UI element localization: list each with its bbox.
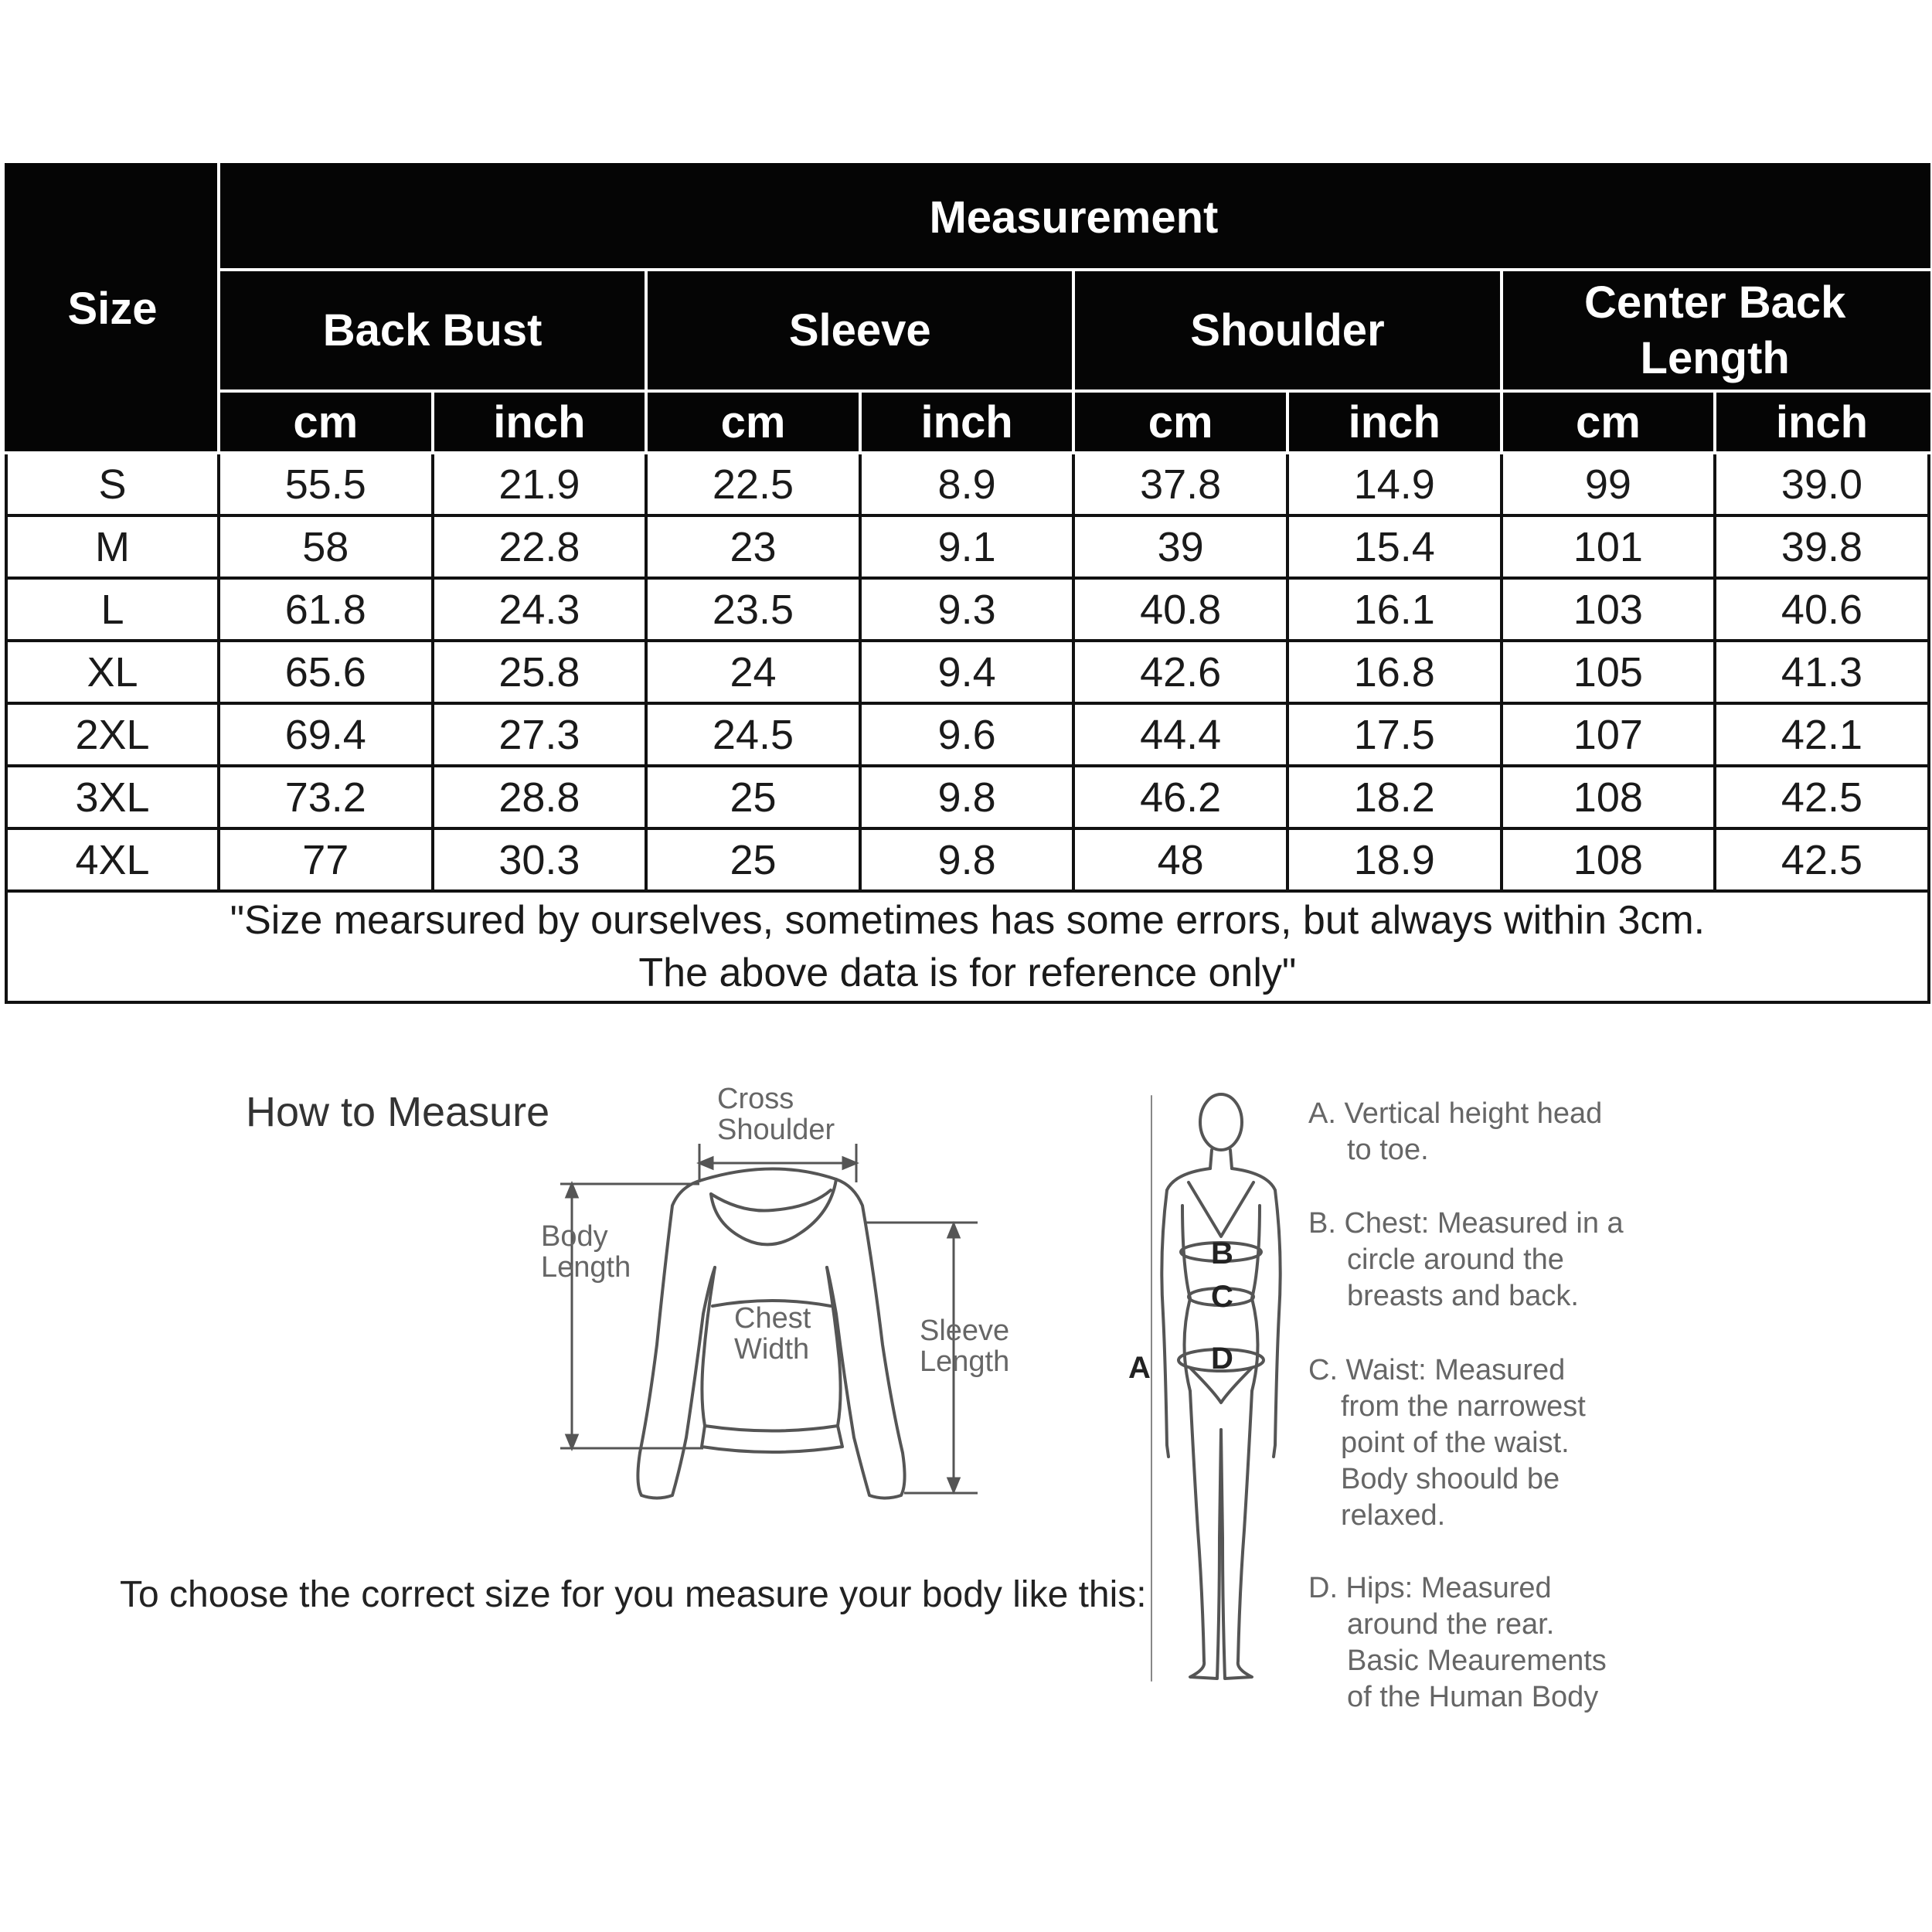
table-cell: 23 bbox=[646, 515, 860, 578]
disclaimer-line: The above data is for reference only" bbox=[638, 951, 1297, 995]
table-cell: 40.8 bbox=[1073, 578, 1287, 641]
measure-note-hips: D. Hips: Measured around the rear. Basic Meaurements of the Human Body bbox=[1308, 1572, 1607, 1713]
size-cell: 4XL bbox=[6, 828, 219, 891]
table-cell: 15.4 bbox=[1287, 515, 1502, 578]
table-cell: 48 bbox=[1073, 828, 1287, 891]
table-cell: 41.3 bbox=[1715, 641, 1929, 703]
table-cell: 25 bbox=[646, 828, 860, 891]
table-cell: 24 bbox=[646, 641, 860, 703]
measure-note-waist: C. Waist: Measured from the narrowest point of the waist. Body shoould be relaxed. bbox=[1308, 1354, 1586, 1532]
table-cell: 21.9 bbox=[433, 453, 647, 515]
group-header-center-back-length: Center Back Length bbox=[1502, 270, 1929, 391]
table-cell: 40.6 bbox=[1715, 578, 1929, 641]
table-cell: 9.8 bbox=[860, 766, 1074, 828]
how-to-measure-title: How to Measure bbox=[246, 1089, 550, 1135]
table-cell: 30.3 bbox=[433, 828, 647, 891]
table-cell: 8.9 bbox=[860, 453, 1074, 515]
body-marker-d: D bbox=[1211, 1342, 1233, 1376]
table-cell: 39.0 bbox=[1715, 453, 1929, 515]
table-cell: 24.5 bbox=[646, 703, 860, 766]
table-cell: 9.1 bbox=[860, 515, 1074, 578]
table-cell: 103 bbox=[1502, 578, 1716, 641]
choose-size-instruction: To choose the correct size for you measure your body like this: bbox=[120, 1574, 1147, 1615]
table-cell: 9.8 bbox=[860, 828, 1074, 891]
table-cell: 42.1 bbox=[1715, 703, 1929, 766]
body-marker-c: C bbox=[1211, 1280, 1233, 1314]
table-cell: 101 bbox=[1502, 515, 1716, 578]
table-cell: 25.8 bbox=[433, 641, 647, 703]
table-cell: 65.6 bbox=[219, 641, 433, 703]
table-cell: 73.2 bbox=[219, 766, 433, 828]
size-cell: S bbox=[6, 453, 219, 515]
chest-width-label: Chest Width bbox=[734, 1302, 811, 1366]
table-cell: 42.5 bbox=[1715, 828, 1929, 891]
table-cell: 28.8 bbox=[433, 766, 647, 828]
measure-note-chest: B. Chest: Measured in a circle around the breasts and back. bbox=[1308, 1207, 1624, 1312]
table-cell: 108 bbox=[1502, 828, 1716, 891]
size-cell: 2XL bbox=[6, 703, 219, 766]
unit-header: cm bbox=[646, 391, 860, 453]
table-cell: 46.2 bbox=[1073, 766, 1287, 828]
table-cell: 17.5 bbox=[1287, 703, 1502, 766]
table-cell: 23.5 bbox=[646, 578, 860, 641]
table-cell: 24.3 bbox=[433, 578, 647, 641]
disclaimer-line: "Size mearsured by ourselves, sometimes has some errors, but always within 3cm. bbox=[230, 898, 1706, 943]
size-cell: 3XL bbox=[6, 766, 219, 828]
table-cell: 69.4 bbox=[219, 703, 433, 766]
unit-header: inch bbox=[433, 391, 647, 453]
unit-header: cm bbox=[1502, 391, 1716, 453]
group-header-sleeve: Sleeve bbox=[646, 270, 1073, 391]
table-cell: 44.4 bbox=[1073, 703, 1287, 766]
table-cell: 55.5 bbox=[219, 453, 433, 515]
table-cell: 18.9 bbox=[1287, 828, 1502, 891]
table-cell: 107 bbox=[1502, 703, 1716, 766]
unit-header: inch bbox=[1287, 391, 1502, 453]
table-cell: 77 bbox=[219, 828, 433, 891]
unit-header: inch bbox=[860, 391, 1074, 453]
table-cell: 61.8 bbox=[219, 578, 433, 641]
size-column-header: Size bbox=[6, 165, 219, 453]
size-cell: XL bbox=[6, 641, 219, 703]
cross-shoulder-label: Cross Shoulder bbox=[717, 1083, 835, 1146]
table-cell: 18.2 bbox=[1287, 766, 1502, 828]
table-cell: 42.5 bbox=[1715, 766, 1929, 828]
table-cell: 108 bbox=[1502, 766, 1716, 828]
table-cell: 14.9 bbox=[1287, 453, 1502, 515]
measure-note-height: A. Vertical height head to toe. bbox=[1308, 1097, 1603, 1166]
table-cell: 16.8 bbox=[1287, 641, 1502, 703]
sleeve-length-label: Sleeve Length bbox=[920, 1315, 1010, 1378]
table-cell: 37.8 bbox=[1073, 453, 1287, 515]
table-cell: 58 bbox=[219, 515, 433, 578]
group-header-back-bust: Back Bust bbox=[219, 270, 646, 391]
unit-header: cm bbox=[1073, 391, 1287, 453]
body-marker-b: B bbox=[1211, 1236, 1233, 1270]
table-cell: 105 bbox=[1502, 641, 1716, 703]
unit-header: cm bbox=[219, 391, 433, 453]
body-marker-a: A bbox=[1128, 1351, 1151, 1385]
human-body-figure bbox=[1151, 1094, 1281, 1681]
table-cell: 27.3 bbox=[433, 703, 647, 766]
table-cell: 39.8 bbox=[1715, 515, 1929, 578]
table-cell: 99 bbox=[1502, 453, 1716, 515]
size-cell: M bbox=[6, 515, 219, 578]
table-cell: 16.1 bbox=[1287, 578, 1502, 641]
measurement-header: Measurement bbox=[219, 165, 1929, 270]
body-length-label: Body Length bbox=[541, 1220, 631, 1284]
group-header-shoulder: Shoulder bbox=[1073, 270, 1501, 391]
table-cell: 25 bbox=[646, 766, 860, 828]
table-cell: 22.8 bbox=[433, 515, 647, 578]
table-cell: 9.6 bbox=[860, 703, 1074, 766]
table-cell: 42.6 bbox=[1073, 641, 1287, 703]
table-cell: 9.3 bbox=[860, 578, 1074, 641]
table-cell: 39 bbox=[1073, 515, 1287, 578]
table-cell: 9.4 bbox=[860, 641, 1074, 703]
size-cell: L bbox=[6, 578, 219, 641]
unit-header: inch bbox=[1715, 391, 1929, 453]
table-cell: 22.5 bbox=[646, 453, 860, 515]
